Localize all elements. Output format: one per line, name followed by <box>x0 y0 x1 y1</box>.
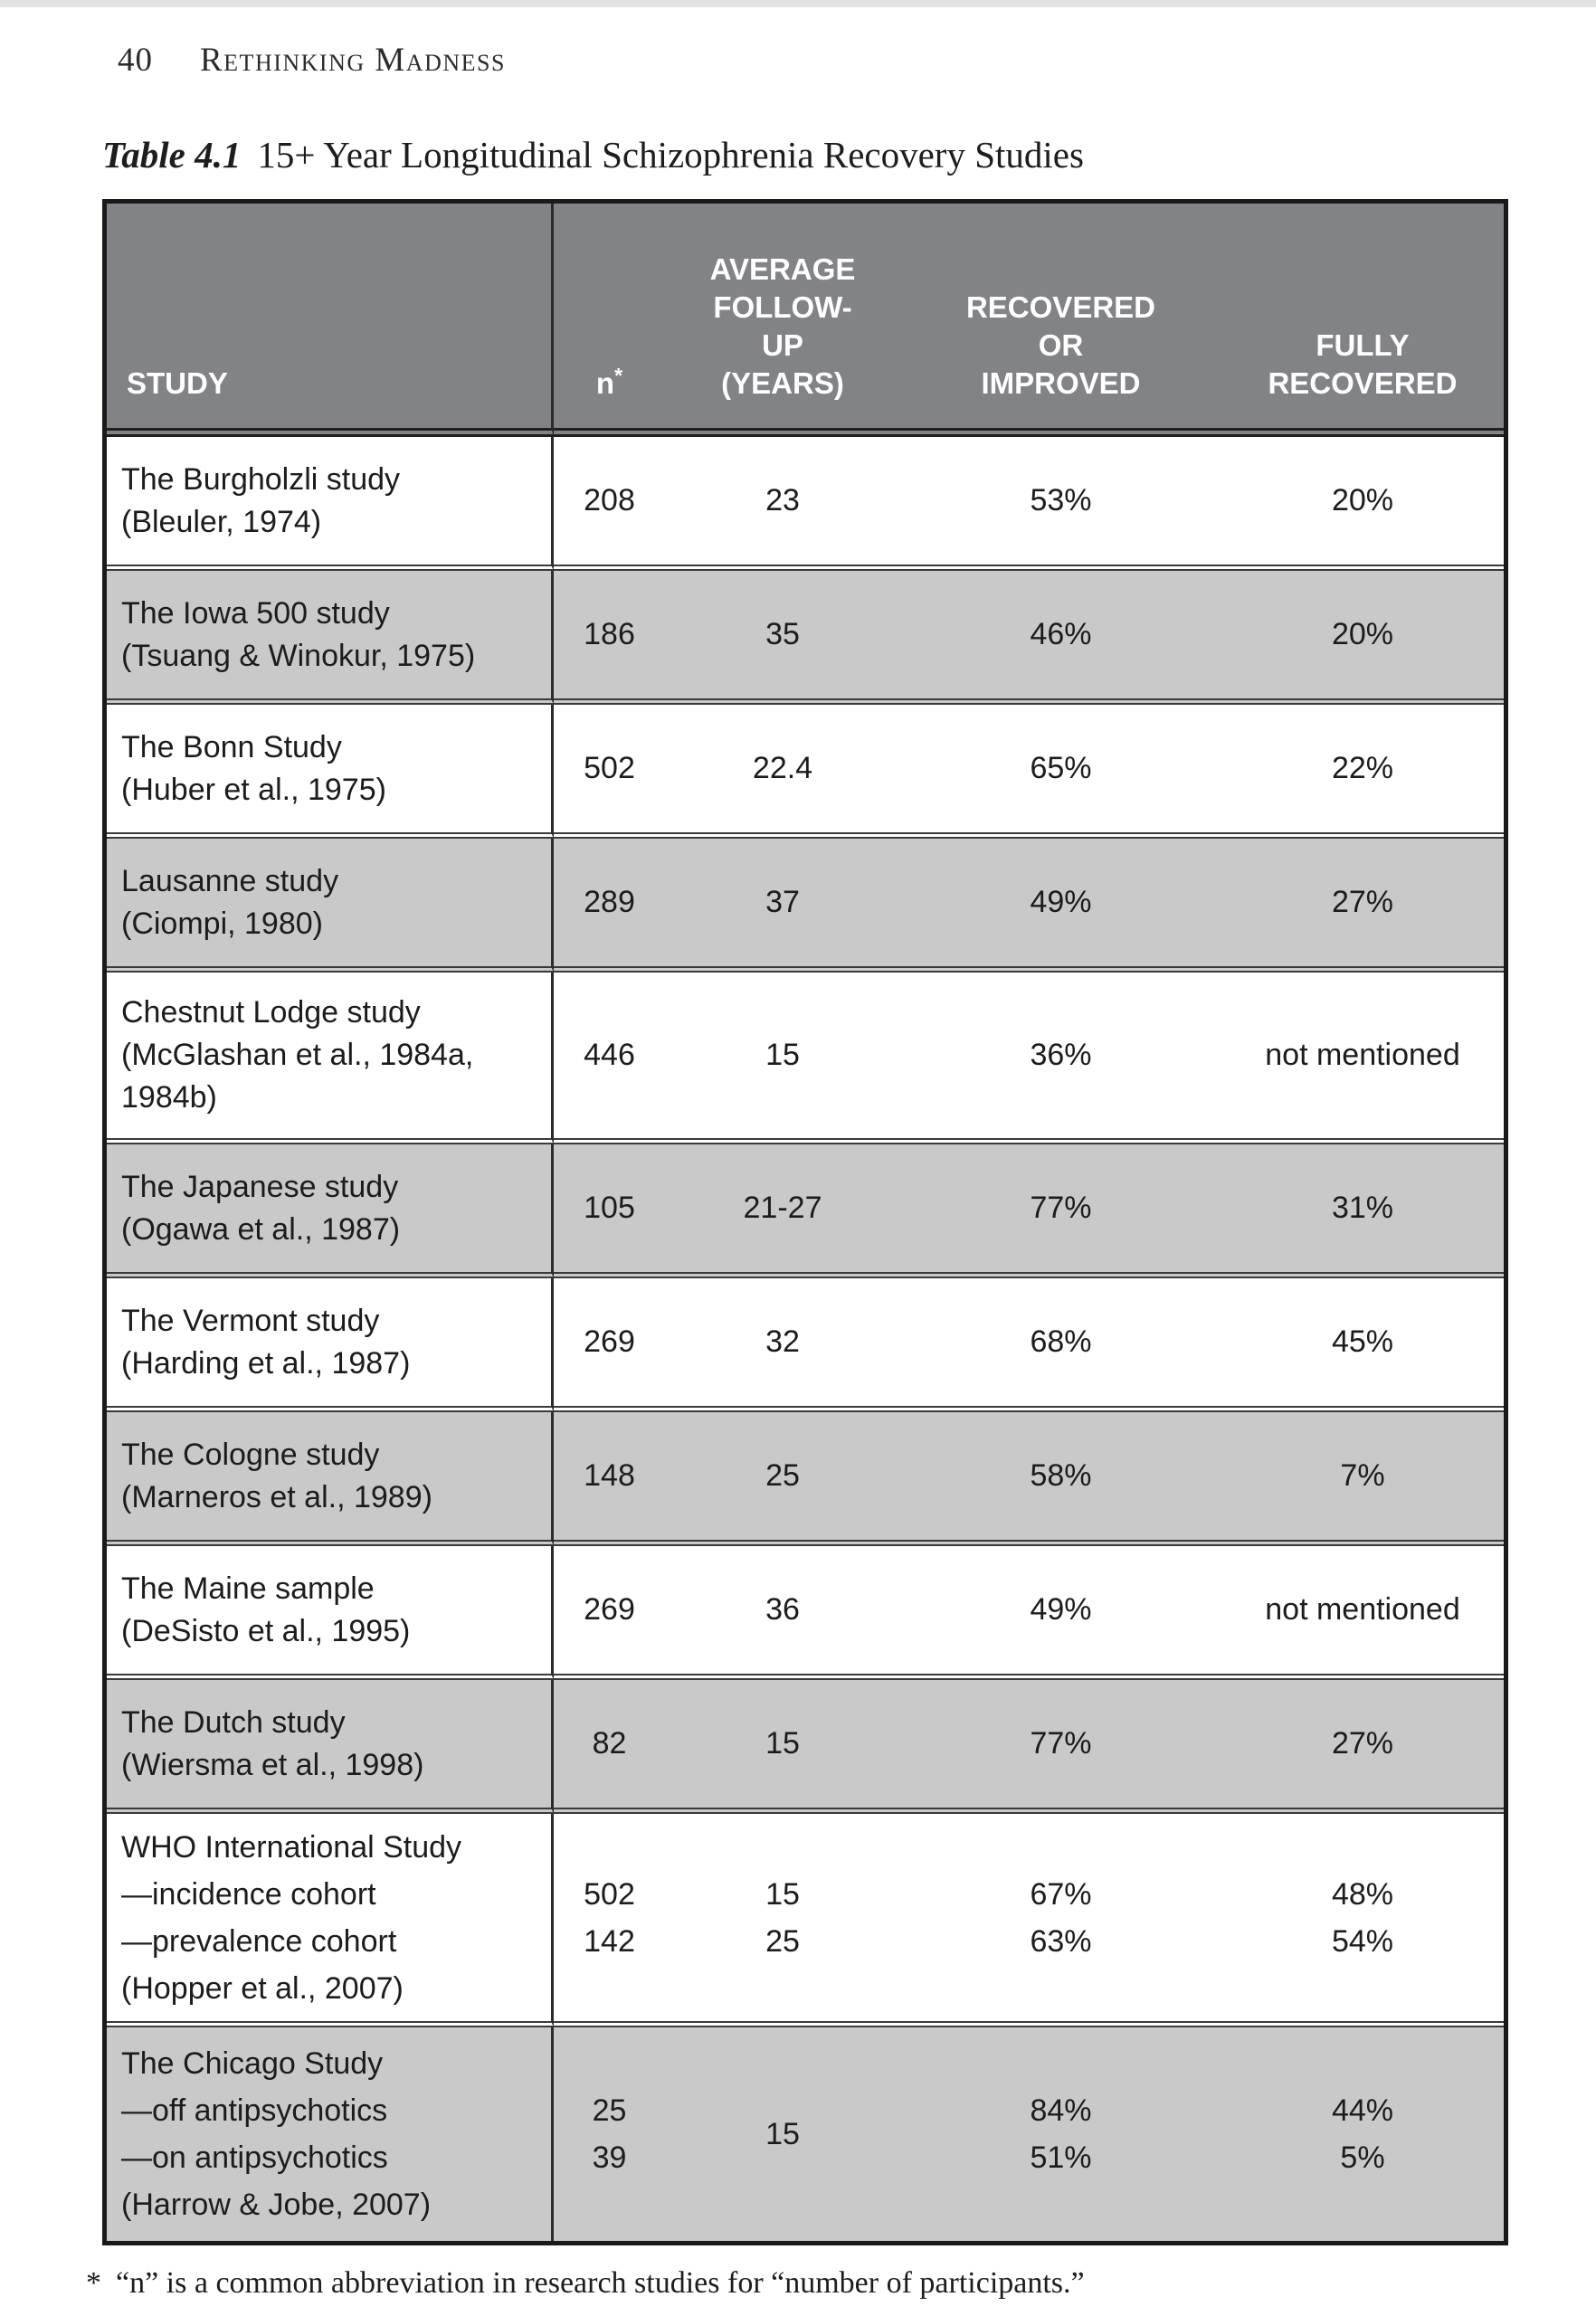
fully-recovered-value: 54% <box>1331 1923 1394 1959</box>
recovered-cell: 49% <box>900 1546 1221 1680</box>
followup-cell: 15 <box>665 973 900 1144</box>
study-citation: (McGlashan et al., 1984a, <box>121 1038 474 1072</box>
spacer <box>900 2181 1221 2228</box>
table-row <box>107 1680 1504 1814</box>
recovered-cell: 46% <box>900 571 1221 705</box>
study-citation: (Marneros et al., 1989) <box>121 1479 432 1514</box>
asterisk-footnote-marker: * <box>614 364 623 387</box>
fully-recovered-cell: 20% <box>1221 571 1504 705</box>
recovered-cell <box>900 1814 1221 2027</box>
study-citation: (Ogawa et al., 1987) <box>121 1211 401 1247</box>
study-citation: (Huber et al., 1975) <box>121 772 386 807</box>
study-cell <box>107 839 554 973</box>
table-row <box>107 1546 1504 1680</box>
study-name: Lausanne study <box>121 863 339 898</box>
fully-recovered-cell: 27% <box>1221 839 1504 973</box>
table-row <box>107 1412 1504 1546</box>
followup-cell: 22.4 <box>665 705 900 839</box>
followup-cell: 23 <box>665 437 900 571</box>
spacer <box>1221 2181 1504 2228</box>
study-subline: —prevalence cohort <box>121 1923 397 1959</box>
recovered-cell: 58% <box>900 1412 1221 1546</box>
fully-recovered-value: 5% <box>1340 2140 1385 2175</box>
table-row <box>107 705 1504 839</box>
study-name: The Vermont study <box>121 1303 380 1338</box>
fully-recovered-cell: 22% <box>1221 705 1504 839</box>
study-cell <box>107 1144 554 1278</box>
n-cell: 502 <box>554 705 665 839</box>
study-citation: (DeSisto et al., 1995) <box>121 1613 411 1648</box>
recovery-studies-table <box>102 199 1508 2245</box>
column-header-recovered <box>900 204 1221 437</box>
fully-recovered-cell: 45% <box>1221 1278 1504 1412</box>
recovered-cell: 77% <box>900 1144 1221 1278</box>
footnote-marker: * <box>86 2266 101 2300</box>
study-cell <box>107 705 554 839</box>
table-row <box>107 839 1504 973</box>
fully-recovered-cell: 7% <box>1221 1412 1504 1546</box>
footnote <box>86 2264 1596 2303</box>
running-head <box>118 42 1596 80</box>
spacer <box>554 2181 665 2228</box>
recovered-cell <box>900 2027 1221 2241</box>
study-name: The Chicago Study <box>121 2046 384 2081</box>
study-subline: —off antipsychotics <box>121 2093 388 2128</box>
study-subline: —incidence cohort <box>121 1876 376 1912</box>
table-header-row <box>107 204 1504 437</box>
study-citation: (Wiersma et al., 1998) <box>121 1747 424 1782</box>
study-subline: —on antipsychotics <box>121 2140 388 2175</box>
followup-cell: 32 <box>665 1278 900 1412</box>
n-cell: 208 <box>554 437 665 571</box>
n-value: 502 <box>584 1876 635 1912</box>
spacer <box>554 1965 665 2012</box>
fully-recovered-cell: not mentioned <box>1221 973 1504 1144</box>
spacer <box>900 2040 1221 2087</box>
header-line: OR <box>1038 328 1084 362</box>
study-citation: (Ciompi, 1980) <box>121 906 323 941</box>
study-citation: (Bleuler, 1974) <box>121 504 322 539</box>
recovered-cell: 65% <box>900 705 1221 839</box>
recovered-cell: 36% <box>900 973 1221 1144</box>
n-cell: 82 <box>554 1680 665 1814</box>
followup-cell: 36 <box>665 1546 900 1680</box>
followup-cell: 37 <box>665 839 900 973</box>
study-name: The Japanese study <box>121 1169 399 1204</box>
spacer <box>665 1824 900 1871</box>
spacer <box>1221 1965 1504 2012</box>
table-row <box>107 1278 1504 1412</box>
followup-cell: 25 <box>665 1412 900 1546</box>
fully-recovered-cell: 27% <box>1221 1680 1504 1814</box>
study-cell <box>107 437 554 571</box>
study-name: Chestnut Lodge study <box>121 995 421 1030</box>
followup-cell: 15 <box>665 2027 900 2241</box>
study-citation: (Harrow & Jobe, 2007) <box>121 2188 432 2222</box>
header-line: AVERAGE <box>709 252 856 286</box>
table-row <box>107 973 1504 1144</box>
followup-cell: 21-27 <box>665 1144 900 1278</box>
study-name: The Cologne study <box>121 1437 380 1472</box>
header-line: FULLY <box>1316 328 1410 362</box>
study-name: The Bonn Study <box>121 729 342 764</box>
fully-recovered-cell: 31% <box>1221 1144 1504 1278</box>
recovered-value: 51% <box>1030 2140 1092 2175</box>
scan-edge-artifact <box>0 0 1596 7</box>
study-cell <box>107 973 554 1144</box>
table-row <box>107 2027 1504 2241</box>
n-value: 25 <box>592 2093 627 2128</box>
n-cell: 269 <box>554 1278 665 1412</box>
fully-recovered-cell: 20% <box>1221 437 1504 571</box>
column-header-followup <box>665 204 900 437</box>
study-name: The Dutch study <box>121 1704 346 1740</box>
spacer <box>554 1824 665 1871</box>
recovered-cell: 53% <box>900 437 1221 571</box>
spacer <box>554 2040 665 2087</box>
header-line: RECOVERED <box>1268 366 1458 400</box>
study-cell <box>107 1546 554 1680</box>
table-row <box>107 1144 1504 1278</box>
caption-label: Table 4.1 <box>102 134 242 176</box>
fully-recovered-cell <box>1221 2027 1504 2241</box>
study-cell <box>107 1412 554 1546</box>
fully-recovered-value: 44% <box>1331 2093 1394 2128</box>
spacer <box>900 1824 1221 1871</box>
spacer <box>1221 1824 1504 1871</box>
study-citation: (Hopper et al., 2007) <box>121 1970 404 2006</box>
n-value: 39 <box>592 2140 627 2175</box>
study-cell <box>107 2027 554 2241</box>
spacer <box>665 1965 900 2012</box>
column-header-n <box>554 204 665 437</box>
caption-title: 15+ Year Longitudinal Schizophrenia Recovery Studies <box>257 134 1084 176</box>
n-cell <box>554 2027 665 2241</box>
book-title: Rethinking Madness <box>200 42 506 79</box>
recovered-value: 67% <box>1030 1876 1092 1912</box>
n-cell: 446 <box>554 973 665 1144</box>
study-name: WHO International Study <box>121 1829 462 1865</box>
study-citation: 1984b) <box>121 1080 217 1115</box>
recovered-value: 84% <box>1030 2093 1092 2128</box>
followup-value: 15 <box>765 1876 800 1912</box>
table-row <box>107 437 1504 571</box>
header-line: (YEARS) <box>721 366 844 400</box>
recovered-cell: 68% <box>900 1278 1221 1412</box>
table-row <box>107 571 1504 705</box>
spacer <box>900 1965 1221 2012</box>
n-cell: 289 <box>554 839 665 973</box>
n-cell: 105 <box>554 1144 665 1278</box>
study-name: The Maine sample <box>121 1571 375 1606</box>
study-cell <box>107 1680 554 1814</box>
recovered-value: 63% <box>1030 1923 1092 1959</box>
table-caption <box>102 132 1596 177</box>
study-cell <box>107 1278 554 1412</box>
column-header-study: STUDY <box>107 204 554 437</box>
study-name: The Burgholzli study <box>121 461 401 497</box>
n-cell: 148 <box>554 1412 665 1546</box>
header-line: IMPROVED <box>981 366 1141 400</box>
spacer <box>1221 2040 1504 2087</box>
table-row <box>107 1814 1504 2027</box>
fully-recovered-cell: not mentioned <box>1221 1546 1504 1680</box>
followup-value: 25 <box>765 1923 800 1959</box>
n-cell: 186 <box>554 571 665 705</box>
followup-cell: 15 <box>665 1680 900 1814</box>
fully-recovered-cell <box>1221 1814 1504 2027</box>
header-line: UP <box>762 328 803 362</box>
study-cell <box>107 1814 554 2027</box>
n-cell <box>554 1814 665 2027</box>
header-line: RECOVERED <box>965 290 1156 324</box>
n-value: 142 <box>584 1923 635 1959</box>
column-header-fully-recovered <box>1221 204 1504 437</box>
followup-cell <box>665 1814 900 2027</box>
n-cell: 269 <box>554 1546 665 1680</box>
recovered-cell: 77% <box>900 1680 1221 1814</box>
study-cell <box>107 571 554 705</box>
fully-recovered-value: 48% <box>1331 1876 1394 1912</box>
followup-cell: 35 <box>665 571 900 705</box>
page-number: 40 <box>118 42 153 79</box>
header-line: FOLLOW- <box>713 290 852 324</box>
study-name: The Iowa 500 study <box>121 595 390 631</box>
study-citation: (Tsuang & Winokur, 1975) <box>121 638 476 673</box>
footnote-text: “n” is a common abbreviation in research studies for “number of participants.” <box>116 2266 1085 2300</box>
study-citation: (Harding et al., 1987) <box>121 1345 411 1381</box>
recovered-cell: 49% <box>900 839 1221 973</box>
n-label: n <box>595 366 615 400</box>
